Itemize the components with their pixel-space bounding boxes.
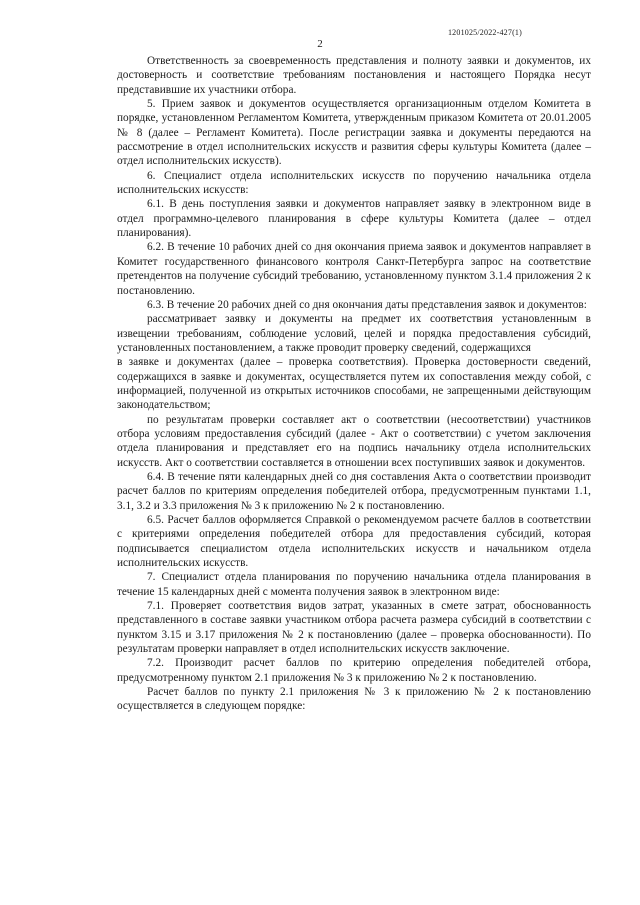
paragraph-6-4: 6.4. В течение пяти календарных дней со дня составления Акта о соответствии производит расчет баллов по критериям определения победителей отбора, предусмотренным пунктами 1.1, 3.1, 3.2 и 3.3 приложения № 3 к приложению № 2 к постановлению. [117, 470, 591, 512]
paragraph-7-1: 7.1. Проверяет соответствия видов затрат, указанных в смете затрат, обоснованность представленного в составе заявки участником отбора расчета размера субсидий в соответствии с пунктом 3.15 и 3.17 приложения № 2 к постановлению (далее – проверка обоснованности). По результатам проверки направляет в отдел исполнительских искусств заключение. [117, 600, 591, 656]
document-id: 1201025/2022-427(1) [447, 28, 522, 37]
document-body [117, 54, 591, 714]
paragraph-6-3-review-cont: в заявке и документах (далее – проверка соответствия). Проверка достоверности сведений, содержащихся в заявке и документах, осуществляется путем их сопоставления между собой, с информацией, полученной из открытых источников способами, не запрещенными действующим законодательством; [117, 356, 591, 412]
paragraph-6-1: 6.1. В день поступления заявки и документов направляет заявку в электронном виде в отдел программно-целевого планирования в сфере культуры Комитета (далее – отдел планирования). [117, 198, 591, 240]
paragraph-7-2: 7.2. Производит расчет баллов по критерию определения победителей отбора, предусмотренному пунктом 2.1 приложения № 3 к приложению № 2 к постановлению. [117, 657, 591, 684]
paragraph-6-3-act: по результатам проверки составляет акт о соответствии (несоответствии) участников отбора условиям предоставления субсидий (далее - Акт о соответствии) с учетом заключения отдела планирования и представляет его на подпись начальнику отдела исполнительских искусств. Акт о соответствии составляется в отношении всех поступивших заявок и документов. [117, 413, 591, 469]
paragraph-6: 6. Специалист отдела исполнительских искусств по поручению начальника отдела исполнительских искусств: [117, 169, 591, 197]
paragraph-calculation: Расчет баллов по пункту 2.1 приложения № 3 к приложению № 2 к постановлению осуществляется в следующем порядке: [117, 686, 591, 713]
paragraph-6-5: 6.5. Расчет баллов оформляется Справкой о рекомендуемом расчете баллов в соответствии с критериями определения победителей отбора для предоставления субсидий, которая подписывается специалистом отдела исполнительских искусств и начальником отдела исполнительских искусств. [117, 514, 591, 570]
page-number: 2 [317, 38, 323, 50]
paragraph-6-2: 6.2. В течение 10 рабочих дней со дня окончания приема заявок и документов направляет в Комитет государственного финансового контроля Санкт-Петербурга запрос на соответствие претендентов на получение субсидий требованию, установленному пунктом 3.1.4 приложения 2 к постановлению. [117, 241, 591, 297]
paragraph-6-3-review: рассматривает заявку и документы на предмет их соответствия установленным в извещении требованиям, соблюдение условий, целей и порядка предоставления субсидий, установленных постановлением, а также проводит проверку сведений, содержащихся [117, 313, 591, 354]
paragraph-7: 7. Специалист отдела планирования по поручению начальника отдела планирования в течение 15 календарных дней с момента получения заявок в электронном виде: [117, 571, 591, 598]
paragraph-responsibility: Ответственность за своевременность представления и полноту заявки и документов, их достоверность и соответствие требованиям постановления и настоящего Порядка несут представившие их участники отбора. [117, 55, 591, 96]
paragraph-5: 5. Прием заявок и документов осуществляется организационным отделом Комитета в порядке, установленном Регламентом Комитета, утвержденным приказом Комитета от 20.01.2005 № 8 (далее – Регламент Комитета). После регистрации заявка и документы передаются на рассмотрение в отдел исполнительских искусств и развития сферы культуры Комитета (далее – отдел исполнительских искусств). [117, 98, 591, 168]
paragraph-6-3: 6.3. В течение 20 рабочих дней со дня окончания даты представления заявок и документов: [147, 298, 587, 311]
